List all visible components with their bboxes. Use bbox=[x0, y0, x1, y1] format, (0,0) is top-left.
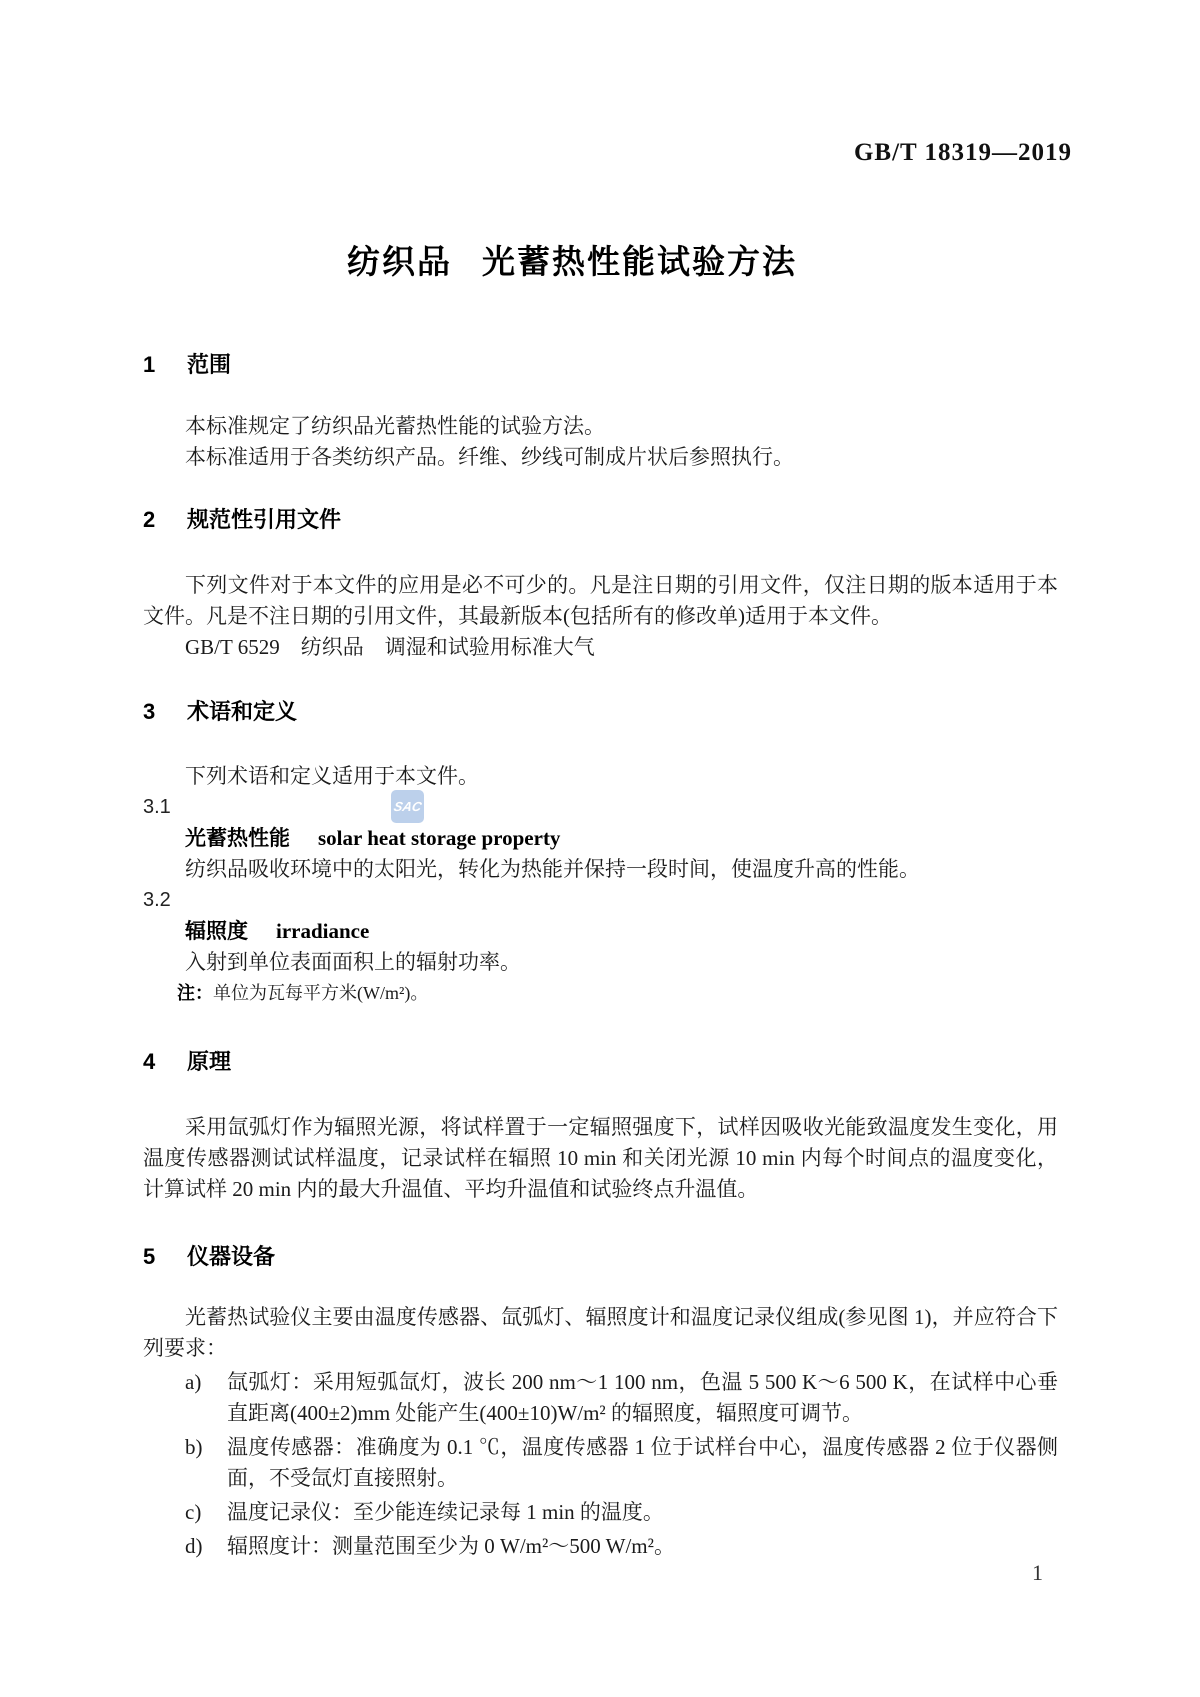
section-terms-definitions-body bbox=[143, 761, 1058, 1009]
section-scope-body bbox=[143, 411, 1058, 473]
section-number: 2 bbox=[143, 507, 156, 532]
note-text: 单位为瓦每平方米(W/m²)。 bbox=[213, 983, 429, 1003]
list-item bbox=[143, 1497, 1058, 1528]
paragraph: 下列文件对于本文件的应用是必不可少的。凡是注日期的引用文件，仅注日期的版本适用于本文件。凡是不注日期的引用文件，其最新版本(包括所有的修改单)适用于本文件。 bbox=[143, 573, 1058, 628]
list-item-text: 辐照度计：测量范围至少为 0 W/m²～500 W/m²。 bbox=[227, 1534, 675, 1558]
term-name-zh: 光蓄热性能 bbox=[185, 827, 290, 850]
document-title-part2: 光蓄热性能试验方法 bbox=[482, 243, 797, 280]
term-number: 3.2 bbox=[143, 889, 171, 911]
term-name-zh: 辐照度 bbox=[185, 920, 248, 943]
sac-watermark-text: SAC bbox=[392, 799, 423, 814]
list-item-text: 温度记录仪：至少能连续记录每 1 min 的温度。 bbox=[227, 1500, 664, 1524]
list-item bbox=[143, 1531, 1058, 1562]
list-item-text: 氙弧灯：采用短弧氙灯，波长 200 nm～1 100 nm，色温 5 500 K～6 500 K，在试样中心垂直距离(400±2)mm 处能产生(400±10)W/m² 的辐照度，辐照度可调节。 bbox=[227, 1370, 1058, 1425]
paragraph: 下列术语和定义适用于本文件。 bbox=[185, 764, 479, 788]
section-number: 3 bbox=[143, 699, 156, 724]
list-item-label: a) bbox=[185, 1370, 202, 1394]
section-number: 5 bbox=[143, 1244, 156, 1269]
list-item-label: c) bbox=[185, 1500, 202, 1524]
list-item bbox=[143, 1432, 1058, 1494]
section-heading-terms-definitions bbox=[143, 698, 1058, 726]
section-title: 仪器设备 bbox=[187, 1244, 276, 1269]
section-heading-normative-references bbox=[143, 506, 1058, 534]
section-number: 1 bbox=[143, 352, 156, 377]
section-title: 范围 bbox=[187, 352, 232, 377]
term-name-line bbox=[143, 823, 1058, 854]
term-definition: 纺织品吸收环境中的太阳光，转化为热能并保持一段时间，使温度升高的性能。 bbox=[185, 857, 920, 881]
term-name-en: solar heat storage property bbox=[318, 826, 561, 850]
paragraph: 本标准适用于各类纺织产品。纤维、纱线可制成片状后参照执行。 bbox=[185, 445, 794, 469]
term-definition: 入射到单位表面面积上的辐射功率。 bbox=[185, 950, 521, 974]
referenced-standard: GB/T 6529 纺织品 调湿和试验用标准大气 bbox=[185, 635, 595, 659]
section-title: 规范性引用文件 bbox=[187, 507, 342, 532]
paragraph: 光蓄热试验仪主要由温度传感器、氙弧灯、辐照度计和温度记录仪组成(参见图 1)，并应符合下列要求： bbox=[143, 1305, 1058, 1360]
section-heading-scope bbox=[143, 351, 1058, 379]
section-heading-principle bbox=[143, 1048, 1058, 1076]
section-heading-apparatus bbox=[143, 1243, 1058, 1271]
section-apparatus-body bbox=[143, 1302, 1058, 1562]
term-note bbox=[143, 978, 1058, 1009]
paragraph: 采用氙弧灯作为辐照光源，将试样置于一定辐照强度下，试样因吸收光能致温度发生变化，用温度传感器测试试样温度，记录试样在辐照 10 min 和关闭光源 10 min 内每个时间点的温度变化，计算试样 20 min 内的最大升温值、平均升温值和试验终点升温值。 bbox=[143, 1115, 1058, 1201]
section-number: 4 bbox=[143, 1049, 156, 1074]
term-name-line bbox=[143, 916, 1058, 947]
note-label: 注： bbox=[177, 983, 213, 1003]
section-normative-references-body bbox=[143, 570, 1058, 663]
list-item-label: b) bbox=[185, 1435, 203, 1459]
page-number: 1 bbox=[1032, 1560, 1043, 1585]
section-principle-body bbox=[143, 1112, 1058, 1205]
document-title bbox=[0, 242, 1144, 282]
section-title: 术语和定义 bbox=[187, 699, 298, 724]
list-item-label: d) bbox=[185, 1534, 203, 1558]
term-number: 3.1 bbox=[143, 796, 171, 818]
standard-number: GB/T 18319—2019 bbox=[853, 139, 1072, 166]
list-item bbox=[143, 1367, 1058, 1429]
term-name-en: irradiance bbox=[276, 919, 370, 943]
list-item-text: 温度传感器：准确度为 0.1 ℃，温度传感器 1 位于试样台中心，温度传感器 2 位于仪器侧面，不受氙灯直接照射。 bbox=[227, 1435, 1058, 1490]
document-title-part1: 纺织品 bbox=[347, 243, 452, 280]
paragraph: 本标准规定了纺织品光蓄热性能的试验方法。 bbox=[185, 414, 605, 438]
section-title: 原理 bbox=[187, 1049, 232, 1074]
